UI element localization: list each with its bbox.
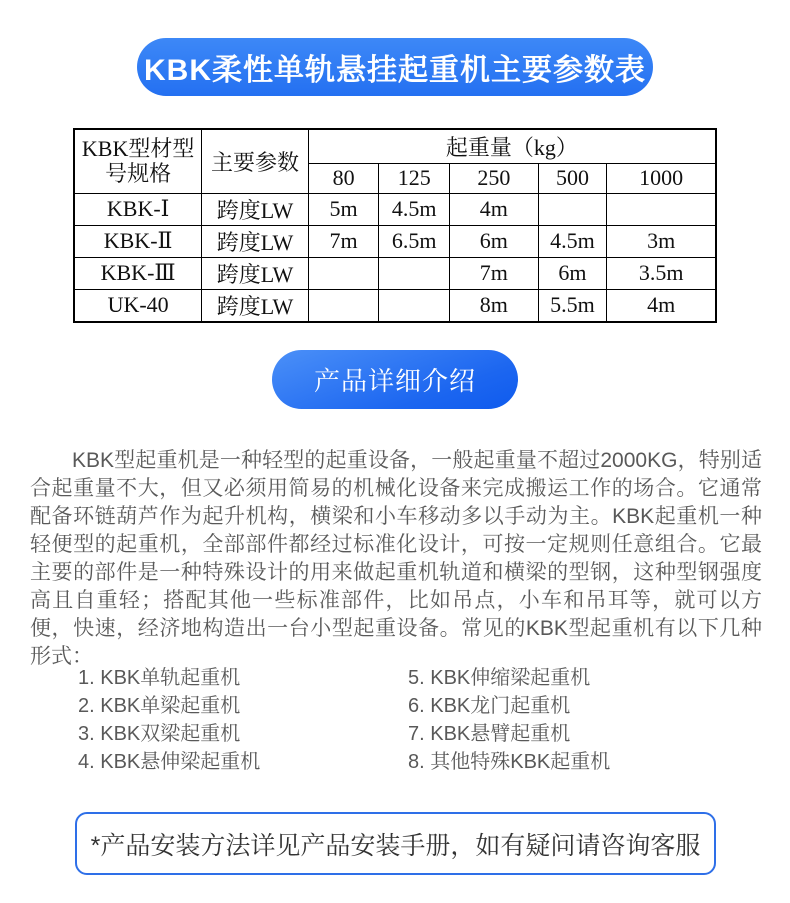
table-cell: 6m [538,257,607,289]
installation-note-box [75,812,716,875]
row-model: KBK-Ⅲ [74,257,202,289]
product-detail-button[interactable] [272,350,518,409]
row-model: KBK-Ⅱ [74,225,202,257]
table-cell [308,289,379,322]
table-cell: 5m [308,193,379,225]
col-header-main-param: 主要参数 [202,129,309,193]
title-banner [137,38,653,96]
table-cell: 4m [450,193,539,225]
col-header-capacity-500: 500 [538,163,607,193]
table-cell [308,257,379,289]
table-cell: 6m [450,225,539,257]
list-item: 6. KBK龙门起重机 [408,695,571,717]
table-cell [538,193,607,225]
col-header-capacity-250: 250 [450,163,539,193]
crane-type-list-left [78,664,260,776]
intro-paragraph: KBK型起重机是一种轻型的起重设备，一般起重量不超过2000KG，特别适合起重量不大，但又必须用简易的机械化设备来完成搬运工作的场合。它通常配备环链葫芦作为起升机构，横梁和小车移动多以手动为主。KBK起重机一种轻便型的起重机，全部部件都经过标准化设计，可按一定规则任意组合。它最主要的部件是一种特殊设计的用来做起重机轨道和横梁的型钢，这种型钢强度高且自重轻；搭配其他一些标准部件，比如吊点，小车和吊耳等，就可以方便，快速，经济地构造出一台小型起重设备。常见的KBK型起重机有以下几种形式： [30,449,762,668]
table-cell [607,193,716,225]
table-cell: 6.5m [379,225,450,257]
parameters-table [73,128,717,323]
row-param: 跨度LW [202,289,309,322]
row-model: KBK-Ⅰ [74,193,202,225]
list-item: 7. KBK悬臂起重机 [408,723,571,745]
table-cell: 8m [450,289,539,322]
table-cell: 3m [607,225,716,257]
table-cell: 4m [607,289,716,322]
list-item: 8. 其他特殊KBK起重机 [408,751,611,773]
table-cell [379,289,450,322]
list-item: 4. KBK悬伸梁起重机 [78,751,261,773]
col-header-capacity-80: 80 [308,163,379,193]
col-header-capacity-1000: 1000 [607,163,716,193]
list-item: 5. KBK伸缩梁起重机 [408,667,591,689]
product-detail-button-label: 产品详细介绍 [313,366,476,396]
table-cell: 3.5m [607,257,716,289]
row-param: 跨度LW [202,193,309,225]
table-cell: 7m [308,225,379,257]
col-header-model: KBK型材型号规格 [74,129,202,193]
table-row-kbk3 [74,257,716,289]
table-row-uk40 [74,289,716,322]
col-header-capacity-125: 125 [379,163,450,193]
table-cell: 5.5m [538,289,607,322]
list-item: 3. KBK双梁起重机 [78,723,241,745]
table-row-kbk2 [74,225,716,257]
table-cell: 4.5m [379,193,450,225]
row-model: UK-40 [74,289,202,322]
table-cell: 4.5m [538,225,607,257]
table-row-kbk1 [74,193,716,225]
list-item: 2. KBK单梁起重机 [78,695,241,717]
crane-type-list-right [408,664,610,776]
list-item: 1. KBK单轨起重机 [78,667,241,689]
table-cell: 7m [450,257,539,289]
installation-note-text: *产品安装方法详见产品安装手册，如有疑问请咨询客服 [90,831,701,860]
page-title: KBK柔性单轨悬挂起重机主要参数表 [144,54,646,87]
table-cell [379,257,450,289]
row-param: 跨度LW [202,257,309,289]
col-header-capacity-group: 起重量（kg） [308,129,716,163]
row-param: 跨度LW [202,225,309,257]
